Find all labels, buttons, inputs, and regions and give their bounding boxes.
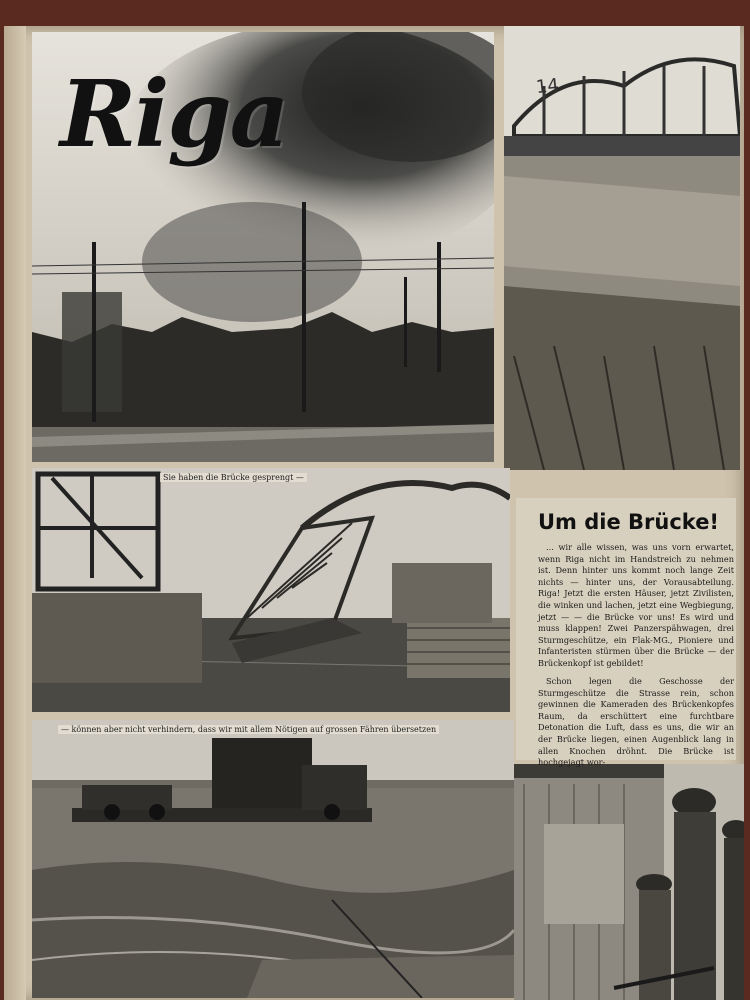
photo-soldiers xyxy=(514,764,744,1000)
article-paragraph-2: Schon legen die Geschosse der Sturmgeschütze die Strasse rein, schon gewinnen die Kameraden des Brückenkopfes Raum, da erschüttert eine furchtbare Detonation die Luft, dass es uns, die wir an der Brücke liegen, einen Augenblick lang in allen Knochen dröhnt. Die Brücke ist hochgejagt wor- xyxy=(538,676,734,768)
photo-blown-bridge xyxy=(32,468,510,712)
article-um-die-bruecke xyxy=(516,498,736,768)
page-number: 14 xyxy=(534,74,560,99)
photo-ferry-crossing xyxy=(32,720,514,998)
article-paragraph-1: ... wir alle wissen, was uns vorn erwartet, wenn Riga nicht im Handstreich zu nehmen ist. Denn hinter uns kommt noch lange Zeit nichts — hinter uns, der Vorausabteilung. Riga! Jetzt die ersten Häuser, jetzt Zivilisten, die winken und lachen, jetzt eine Wegbiegung, jetzt — — die Brücke vor uns! Es wird und muss klappen! Zwei Panzerspähwagen, drei Sturmgeschütze, ein Flak-MG., Pioniere und Infanteristen stürmen über die Brücke — der Brückenkopf ist gebildet! xyxy=(538,542,734,668)
caption-ferry: — können aber nicht verhindern, dass wir mit allem Nötigen auf grossen Fähren übersetzen xyxy=(58,725,439,734)
page-spine xyxy=(4,26,26,1000)
page-title: Riga xyxy=(60,60,288,168)
caption-bridge-blown: Sie haben die Brücke gesprengt — xyxy=(160,473,307,482)
article-title: Um die Brücke! xyxy=(538,510,720,534)
magazine-page xyxy=(4,26,744,1000)
